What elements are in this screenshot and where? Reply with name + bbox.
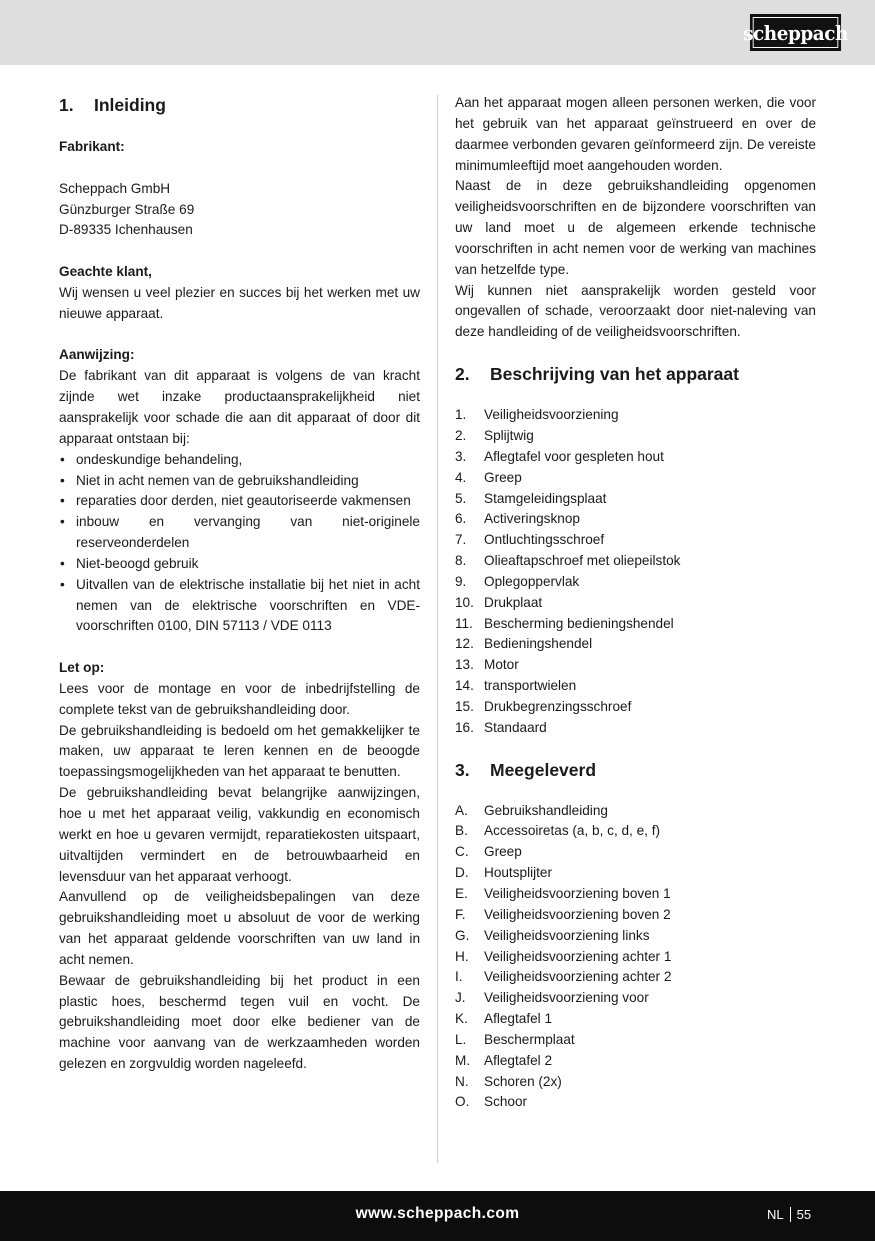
part-item: [455, 718, 816, 739]
delivered-list: [455, 801, 816, 1114]
item-text: Accessoiretas (a, b, c, d, e, f): [484, 823, 661, 839]
item-number: C.: [455, 844, 469, 860]
item-text: Aflegtafel 1: [484, 1011, 553, 1027]
list-item: • Niet in acht nemen van de gebruikshandleiding: [59, 471, 420, 492]
item-number: B.: [455, 823, 468, 839]
intro-paragraph: Naast de in deze gebruikshandleiding opgenomen veiligheidsvoorschriften en de bijzondere voorschriften van uw land moet u de algemeen erkende technische voorschriften in acht nemen voor de werking van machines van hetzelfde type.: [455, 178, 816, 277]
section-title: Beschrijving van het apparaat: [490, 364, 739, 385]
part-item: [455, 697, 816, 718]
letop-label: Let op:: [59, 660, 105, 676]
list-item: • Niet-beoogd gebruik: [59, 554, 420, 575]
intro-paragraph: Aan het apparaat mogen alleen personen werken, die voor het gebruik van het apparaat geïnstrueerd en over de daarmee verbonden gevaren geïnformeerd zijn. De vereiste minimumleeftijd moet aangehouden worden.: [455, 95, 816, 173]
address-line: D-89335 Ichenhausen: [59, 222, 193, 238]
right-column: [455, 93, 816, 1113]
item-number: K.: [455, 1011, 468, 1027]
letop-paragraph: De gebruikshandleiding bevat belangrijke aanwijzingen, hoe u met het apparaat veilig, vakkundig en economisch werkt en hoe u gevaren vermijdt, reparatiekosten uitspaart, uitvaltijden vermindert en de betrouwbaarheid en levensduur van het apparaat verhoogt.: [59, 785, 420, 884]
item-number: 16.: [455, 719, 474, 735]
item-number: 12.: [455, 636, 474, 652]
list-item: • Uitvallen van de elektrische installatie bij het niet in acht nemen van de elektrische voorschriften en VDE-voorschriften 0100, DIN 57113 / VDE 0113: [59, 575, 420, 638]
page-indicator: [767, 1207, 811, 1222]
part-item: [455, 551, 816, 572]
separator: [790, 1207, 791, 1222]
list-item: • reparaties door derden, niet geautoriseerde vakmensen: [59, 491, 420, 512]
item-number: 11.: [455, 615, 473, 631]
address-line: Günzburger Straße 69: [59, 201, 195, 217]
item-text: transportwielen: [484, 678, 577, 694]
item-number: 9.: [455, 573, 467, 589]
item-text: Veiligheidsvoorziening achter 2: [484, 969, 672, 985]
aanwijzing-text: De fabrikant van dit apparaat is volgens de van kracht zijnde wet inzake productaansprakelijkheid niet aansprakelijk voor schade die aan dit apparaat of door dit apparaat ontstaan bij:: [59, 368, 420, 446]
item-number: J.: [455, 990, 466, 1006]
section-title: Inleiding: [94, 95, 166, 115]
part-item: [455, 426, 816, 447]
part-item: [455, 530, 816, 551]
item-text: Bescherming bedieningshendel: [484, 615, 674, 631]
website-link[interactable]: www.scheppach.com: [355, 1205, 520, 1222]
part-item: [455, 447, 816, 468]
item-number: 8.: [455, 553, 467, 569]
letop-paragraph: Bewaar de gebruikshandleiding bij het product in een plastic hoes, beschermd tegen vuil en vocht. De gebruikshandleiding moet door elke bediener van de machine voor aanvang van de werkzaamheden worden gelezen en zorgvuldig worden nageleefd.: [59, 972, 420, 1072]
delivered-item: [455, 1009, 816, 1030]
header-band: [0, 0, 875, 65]
item-number: L.: [455, 1031, 467, 1047]
delivered-item: [455, 1072, 816, 1093]
item-number: I.: [455, 969, 463, 985]
delivered-item: [455, 842, 816, 863]
item-text: Ontluchtingsschroef: [484, 532, 605, 548]
section-number: 2.: [455, 364, 470, 385]
item-number: 2.: [455, 427, 467, 443]
item-text: Greep: [484, 844, 522, 860]
item-number: E.: [455, 886, 468, 901]
language-code: NL: [767, 1207, 784, 1222]
delivered-item: [455, 1092, 816, 1113]
item-number: 6.: [455, 511, 467, 527]
item-number: 5.: [455, 490, 467, 506]
delivered-item: [455, 926, 816, 947]
fabrikant-label: Fabrikant:: [59, 139, 125, 154]
letop-paragraph: De gebruikshandleiding is bedoeld om het gemakkelijker te maken, uw apparaat te leren kennen en de beoogde toepassingsmogelijkheden van het apparaat te benutten.: [59, 722, 420, 780]
klant-label: Geachte klant,: [59, 264, 152, 280]
item-text: Drukplaat: [484, 594, 543, 610]
item-number: 1.: [455, 407, 467, 423]
item-number: 7.: [455, 532, 467, 548]
item-number: M.: [455, 1052, 471, 1068]
part-item: [455, 405, 816, 426]
item-text: Veiligheidsvoorziening voor: [484, 990, 649, 1006]
item-text: Stamgeleidingsplaat: [484, 490, 607, 506]
delivered-item: [455, 1051, 816, 1072]
delivered-item: [455, 947, 816, 968]
item-number: 4.: [455, 469, 467, 485]
delivered-item: [455, 905, 816, 926]
footer-bar: [0, 1191, 875, 1241]
liability-list: [59, 450, 420, 638]
item-text: Oplegoppervlak: [484, 573, 580, 589]
page-number: 55: [796, 1207, 812, 1222]
item-number: 3.: [455, 448, 467, 464]
item-text: Standaard: [484, 719, 547, 735]
delivered-item: [455, 863, 816, 884]
item-number: H.: [455, 948, 469, 964]
item-number: F.: [455, 906, 466, 922]
part-item: [455, 509, 816, 530]
item-text: Olieaftapschroef met oliepeilstok: [484, 553, 681, 569]
item-text: Veiligheidsvoorziening boven 1: [484, 886, 671, 901]
item-text: Veiligheidsvoorziening links: [484, 927, 650, 943]
section-3-heading: [455, 758, 816, 782]
delivered-item: [455, 988, 816, 1009]
item-number: 14.: [455, 678, 474, 694]
item-number: 13.: [455, 657, 474, 673]
section-1-heading: [59, 93, 420, 117]
part-item: [455, 614, 816, 635]
item-text: Schoren (2x): [484, 1073, 562, 1089]
logo-text: scheppach: [743, 20, 848, 45]
part-item: [455, 676, 816, 697]
part-item: [455, 489, 816, 510]
part-item: [455, 593, 816, 614]
item-text: Houtsplijter: [484, 865, 552, 881]
item-text: Splijtwig: [484, 427, 534, 443]
delivered-item: [455, 967, 816, 988]
item-number: N.: [455, 1073, 469, 1089]
item-text: Greep: [484, 469, 522, 485]
item-number: D.: [455, 865, 469, 881]
item-text: Veiligheidsvoorziening achter 1: [484, 948, 672, 964]
letop-paragraph: Lees voor de montage en voor de inbedrijfstelling de complete tekst van de gebruikshandleiding door.: [59, 680, 420, 717]
item-number: 15.: [455, 698, 474, 714]
letop-paragraph: Aanvullend op de veiligheidsbepalingen van deze gebruikshandleiding moet u absoluut de voor de werking van het apparaat geldende voorschriften van uw land in acht nemen.: [59, 889, 420, 967]
item-text: Motor: [484, 657, 519, 673]
parts-list: [455, 405, 816, 739]
item-text: Bedieningshendel: [484, 636, 593, 652]
item-number: 10.: [455, 594, 474, 610]
left-column: [59, 93, 420, 1075]
delivered-item: [455, 884, 816, 905]
column-divider: [437, 95, 438, 1163]
section-number: 1.: [59, 95, 74, 115]
item-text: Aflegtafel 2: [484, 1052, 553, 1068]
part-item: [455, 634, 816, 655]
item-number: O.: [455, 1094, 470, 1110]
scheppach-logo: [743, 14, 848, 51]
delivered-item: [455, 801, 816, 822]
aanwijzing-label: Aanwijzing:: [59, 347, 135, 363]
item-text: Drukbegrenzingsschroef: [484, 698, 632, 714]
item-number: G.: [455, 927, 470, 943]
item-text: Beschermplaat: [484, 1031, 575, 1047]
item-text: Gebruikshandleiding: [484, 802, 608, 818]
delivered-item: [455, 1030, 816, 1051]
intro-paragraph: Wij kunnen niet aansprakelijk worden gesteld voor ongevallen of schade, veroorzaakt door niet-naleving van deze handleiding of de veiligheidsvoorschriften.: [455, 282, 816, 340]
section-title: Meegeleverd: [490, 759, 597, 780]
section-number: 3.: [455, 759, 470, 780]
part-item: [455, 468, 816, 489]
address-line: Scheppach GmbH: [59, 180, 171, 196]
delivered-item: [455, 821, 816, 842]
list-item: • inbouw en vervanging van niet-originele reserveonderdelen: [59, 512, 420, 554]
item-text: Veiligheidsvoorziening boven 2: [484, 906, 671, 922]
item-text: Aflegtafel voor gespleten hout: [484, 448, 664, 464]
item-text: Veiligheidsvoorziening: [484, 407, 619, 423]
item-number: A.: [455, 802, 468, 818]
list-item: • ondeskundige behandeling,: [59, 450, 420, 471]
klant-text: Wij wensen u veel plezier en succes bij het werken met uw nieuwe apparaat.: [59, 284, 420, 321]
part-item: [455, 572, 816, 593]
section-2-heading: [455, 362, 816, 386]
part-item: [455, 655, 816, 676]
item-text: Schoor: [484, 1094, 528, 1110]
item-text: Activeringsknop: [484, 511, 580, 527]
